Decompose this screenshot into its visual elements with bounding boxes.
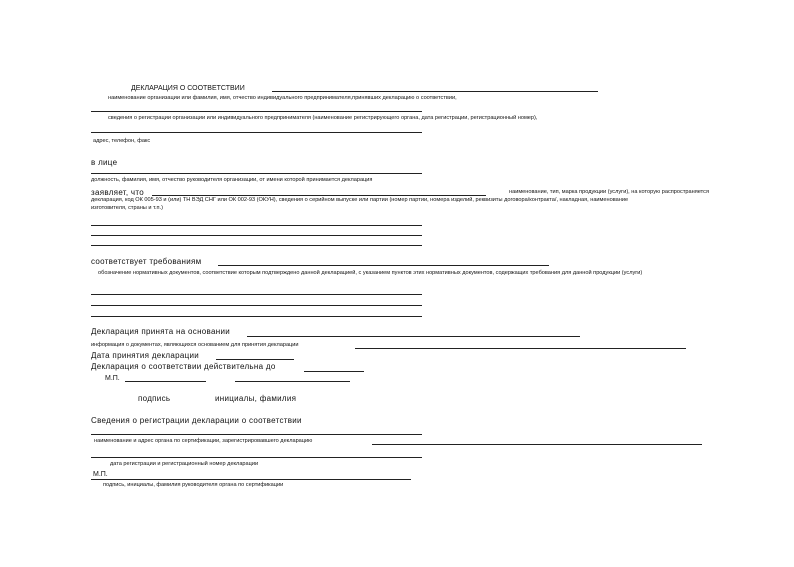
product-line-3[interactable] (91, 235, 422, 236)
product-line[interactable] (152, 195, 486, 196)
norms-line-3[interactable] (91, 305, 422, 306)
norms-line-4[interactable] (91, 316, 422, 317)
product-line-2[interactable] (91, 225, 422, 226)
valid-until-label: Декларация о соответствии действительна до (91, 362, 276, 371)
hint-registration: сведения о регистрации организации или индивидуального предпринимателя (наименование регистрирующего органа, дата регистрации, регистрационный номер), (108, 115, 538, 121)
head-sign-line[interactable] (91, 479, 411, 480)
signature-line[interactable] (125, 381, 206, 382)
basis-label: Декларация принята на основании (91, 327, 230, 336)
cert-body-line[interactable] (91, 434, 422, 435)
hint-basis: информация о документах, являющихся основанием для принятия декларации (91, 342, 299, 348)
hint-position: должность, фамилия, имя, отчество руководителя организации, от имени которой принимается декларация (91, 177, 373, 183)
hint-org-name: наименование организации или фамилия, имя, отчество индивидуального предпринимателя,принявших декларацию о соответствии, (108, 95, 457, 101)
norms-line-2[interactable] (91, 294, 422, 295)
hint-product-2: декларация, код ОК 005-93 и (или) ТН ВЭД СНГ или ОК 002-93 (ОКУН), сведения о серийном выпуске или партии (номер партии, номера изделий, реквизиты договора/контракта/, накладная, наименование (91, 197, 629, 203)
reg-info-line[interactable] (91, 111, 422, 112)
hint-head-sign: подпись, инициалы, фамилия руководителя органа по сертификации (103, 482, 284, 488)
declares-label: заявляет, что (91, 188, 145, 197)
registration-title: Сведения о регистрации декларации о соответствии (91, 416, 302, 425)
document-title: ДЕКЛАРАЦИЯ О СООТВЕТСТВИИ (131, 85, 245, 92)
initials-label: инициалы, фамилия (215, 394, 297, 403)
position-line[interactable] (91, 173, 422, 174)
basis-info-line[interactable] (355, 348, 686, 349)
in-person-label: в лице (91, 158, 118, 167)
basis-line[interactable] (247, 336, 580, 337)
hint-product-1: наименование, тип, марка продукции (услуги), на которую распространяется (509, 189, 709, 195)
address-line[interactable] (91, 132, 422, 133)
stamp-label-2: М.П. (93, 471, 108, 478)
date-accepted-label: Дата принятия декларации (91, 351, 200, 360)
hint-cert-body: наименование и адрес органа по сертификации, зарегистрировавшего декларацию (94, 438, 313, 444)
valid-until-line[interactable] (304, 371, 364, 372)
hint-address: адрес, телефон, факс (93, 138, 151, 144)
norms-line[interactable] (218, 265, 549, 266)
initials-line[interactable] (235, 381, 350, 382)
hint-norms: обозначение нормативных документов, соответствие которым подтверждено данной декларацией, с указанием пунктов этих нормативных документов, содержащих требования для данной продукции (услуги) (98, 270, 643, 276)
stamp-label: М.П. (105, 375, 120, 382)
org-name-line[interactable] (272, 91, 598, 92)
reg-date-line[interactable] (91, 457, 422, 458)
complies-label: соответствует требованиям (91, 257, 202, 266)
date-accepted-line[interactable] (216, 359, 294, 360)
product-line-4[interactable] (91, 245, 422, 246)
hint-reg-date: дата регистрации и регистрационный номер декларации (110, 461, 259, 467)
hint-product-3: изготовителя, страны и т.п.) (91, 205, 163, 211)
cert-body-info-line[interactable] (372, 444, 702, 445)
signature-label: подпись (138, 394, 171, 403)
